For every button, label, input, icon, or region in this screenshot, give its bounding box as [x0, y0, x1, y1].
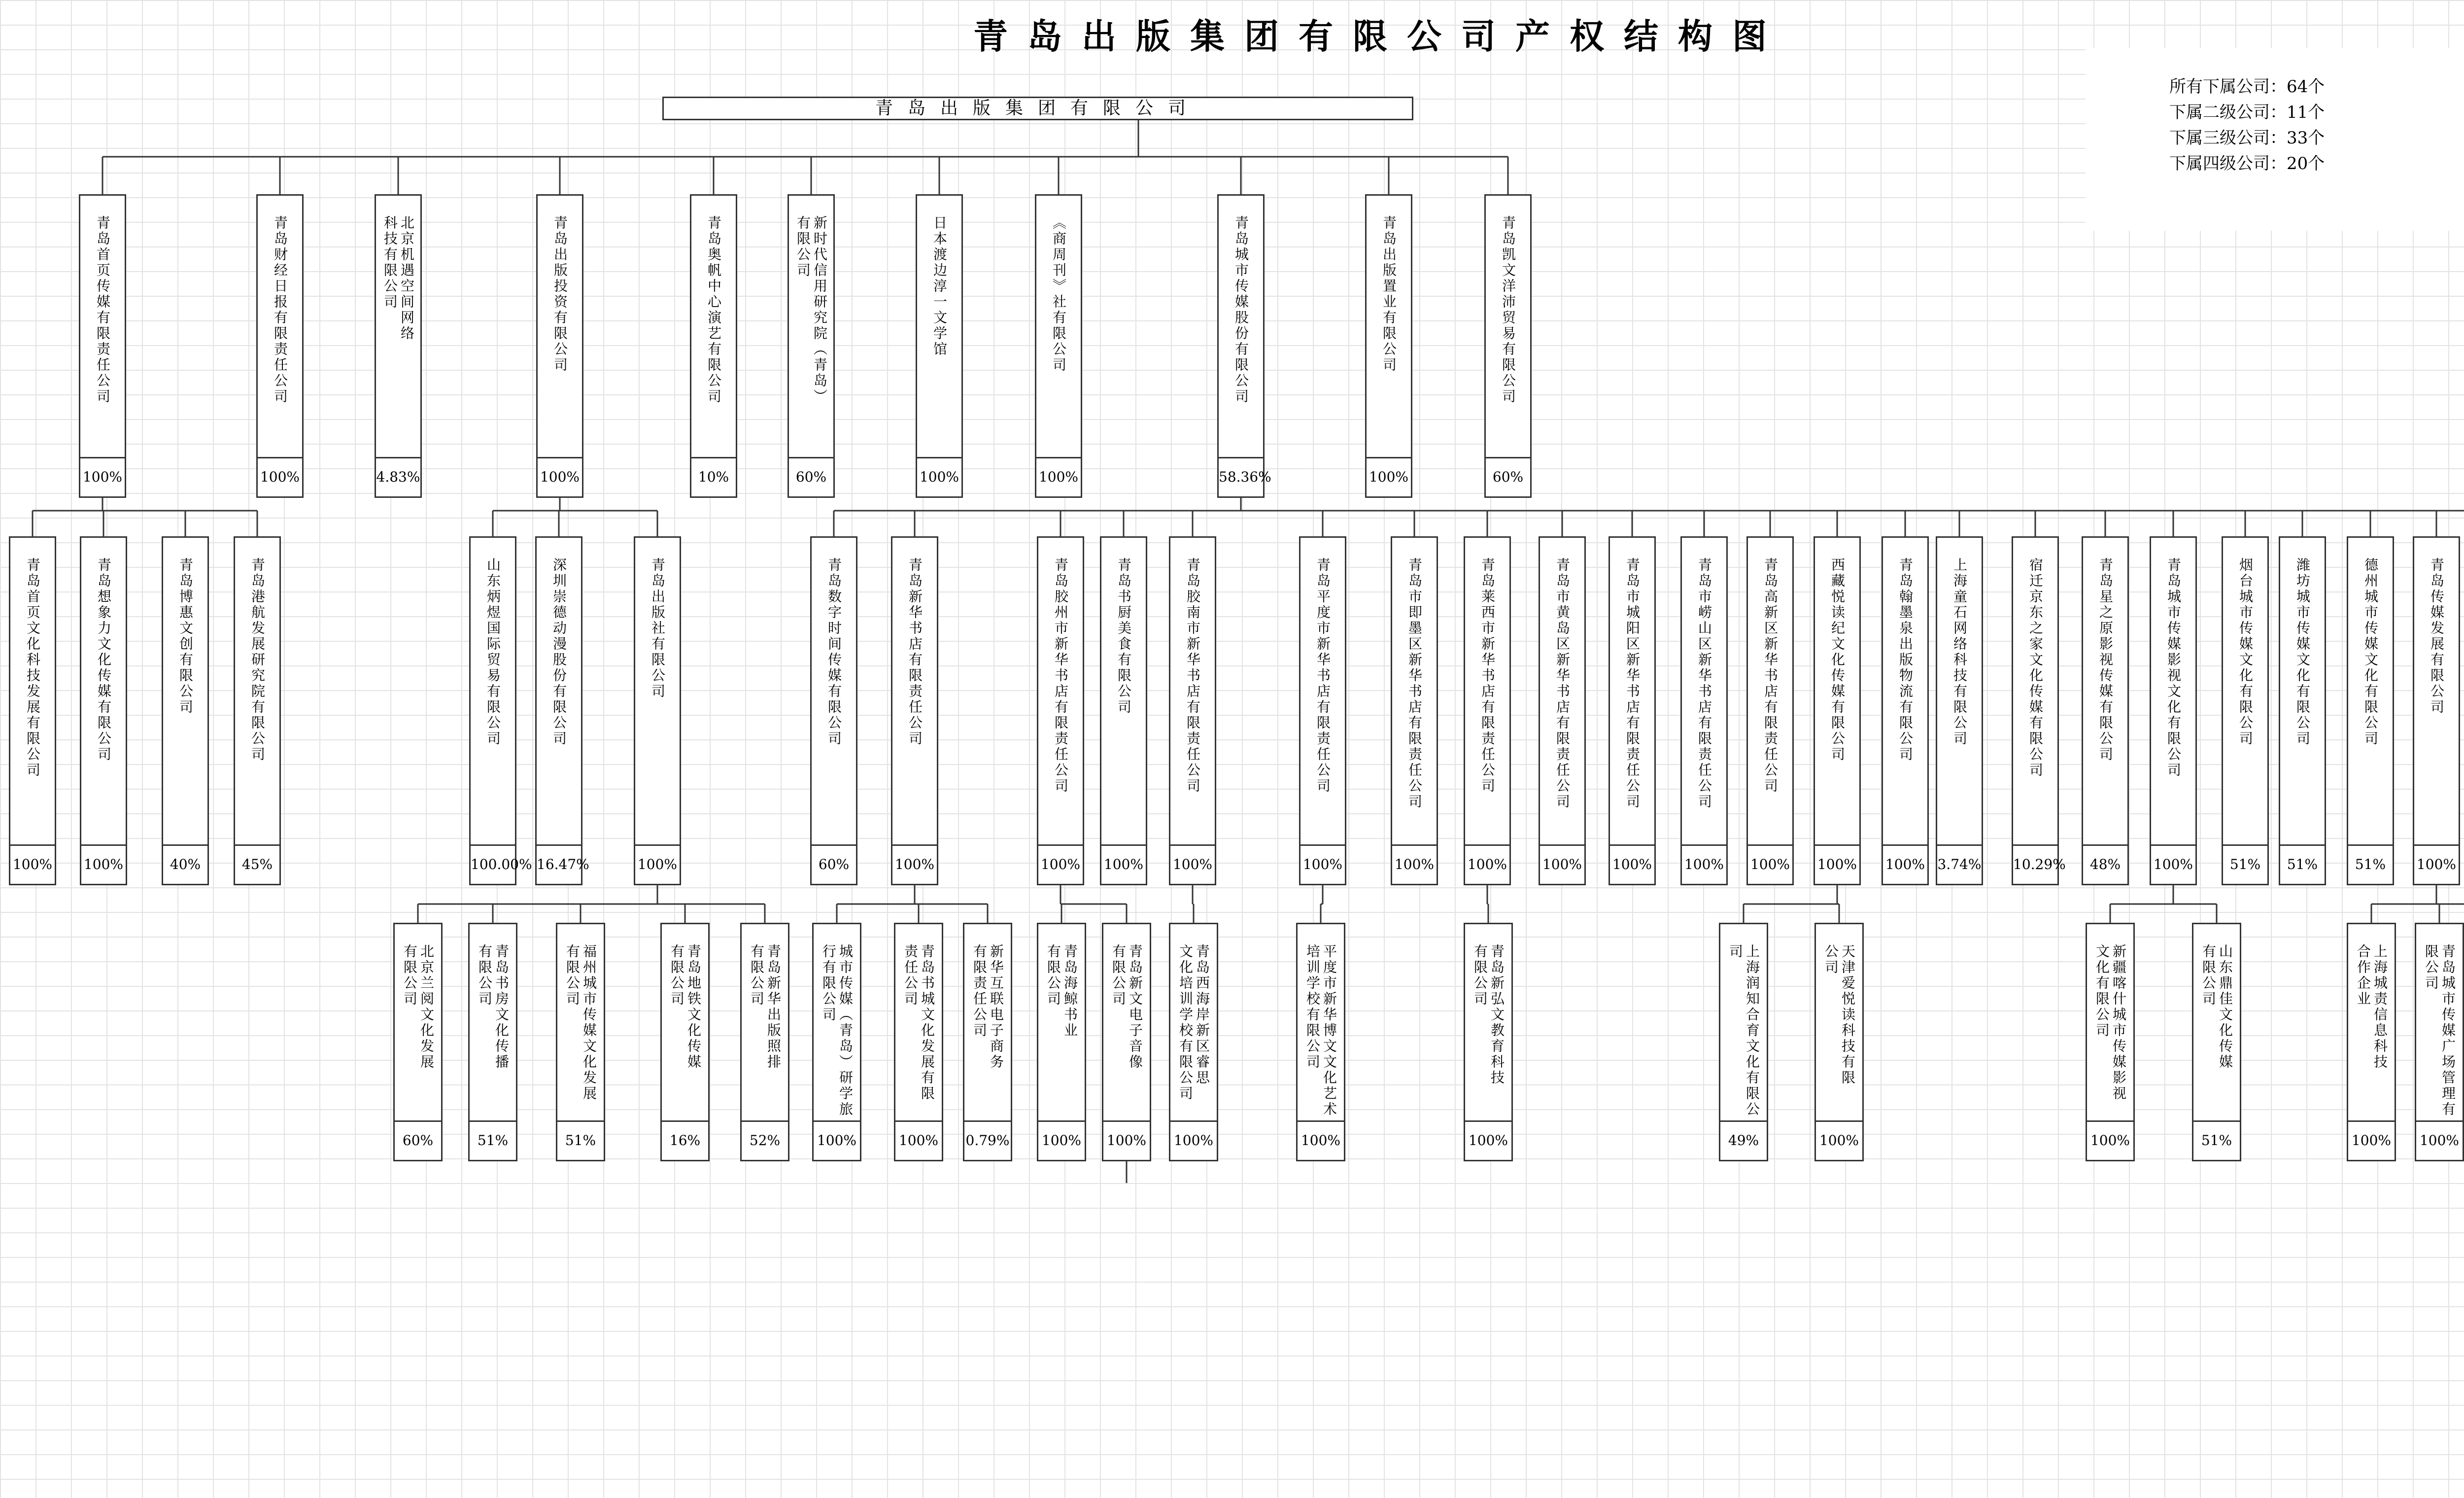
ownership-percent: 100%: [2151, 844, 2195, 884]
ownership-percent: 49%: [1720, 1120, 1767, 1160]
company-name: 天津爱悦读科技有限 公司: [1823, 944, 1856, 1086]
company-node: [1608, 536, 1656, 885]
ownership-percent: 60%: [789, 457, 833, 496]
page-title: 青岛出版集团有限公司产权结构图: [973, 16, 1786, 57]
ownership-percent: 100%: [1465, 1120, 1511, 1160]
company-box: [2415, 923, 2464, 1161]
company-node: [2150, 536, 2197, 885]
company-node: [79, 194, 126, 498]
company-name: 新华互联电子商务 有限责任公司: [971, 944, 1004, 1070]
summary-level3: 下属三级公司：33个: [2169, 128, 2325, 148]
company-name: 山东炳煜国际贸易有限公司: [485, 557, 501, 747]
company-name: 青岛书房文化传播 有限公司: [477, 944, 510, 1070]
company-box: [1169, 536, 1216, 885]
company-node: [1391, 536, 1438, 885]
company-node: [1299, 536, 1346, 885]
ownership-percent: 100%: [2416, 1120, 2463, 1160]
company-node: [2279, 536, 2326, 885]
company-name: 青岛新文电子音像 有限公司: [1110, 944, 1143, 1070]
company-node: [2192, 923, 2241, 1161]
ownership-percent: 100%: [1038, 844, 1083, 884]
ownership-percent: 100%: [1036, 457, 1081, 496]
ownership-percent: 100%: [1815, 844, 1859, 884]
ownership-percent: 51%: [2348, 844, 2393, 884]
company-name: 福州城市传媒文化发展 有限公司: [564, 944, 597, 1102]
company-name: 上海城责信息科技 合作企业: [2355, 944, 2388, 1070]
company-box: [468, 923, 517, 1161]
ownership-percent: 60%: [1486, 457, 1530, 496]
ownership-percent: 0.79%: [964, 1120, 1011, 1160]
company-name: 青岛凯文洋沛贸易有限公司: [1500, 215, 1516, 405]
company-node: [1814, 536, 1861, 885]
ownership-percent: 51%: [2223, 844, 2267, 884]
company-box: [1391, 536, 1438, 885]
company-name: 青岛首页传媒有限责任公司: [95, 215, 111, 405]
company-name: 青岛财经日报有限责任公司: [272, 215, 288, 405]
company-box: [690, 194, 737, 498]
company-node: [2082, 536, 2129, 885]
ownership-percent: 100.00%: [471, 844, 515, 884]
ownership-percent: 100%: [81, 844, 126, 884]
company-node: [393, 923, 443, 1161]
company-name: 青岛莱西市新华书店有限责任公司: [1479, 557, 1496, 794]
company-box: [1882, 536, 1929, 885]
company-box: [1719, 923, 1768, 1161]
ownership-percent: 10.29%: [2013, 844, 2057, 884]
company-name: 青岛首页文化科技发展有限公司: [25, 557, 41, 778]
company-name: 青岛想象力文化传媒有限公司: [96, 557, 112, 763]
company-name: 青岛城市传媒股份有限公司: [1233, 215, 1249, 405]
company-node: [894, 923, 943, 1161]
company-name: 青岛平度市新华书店有限责任公司: [1315, 557, 1331, 794]
company-node: [468, 923, 517, 1161]
company-node: [916, 194, 963, 498]
ownership-percent: 100%: [2087, 1120, 2133, 1160]
ownership-percent: 100%: [258, 457, 302, 496]
ownership-percent: 100%: [1682, 844, 1726, 884]
company-node: [1814, 923, 1864, 1161]
ownership-percent: 16%: [662, 1120, 708, 1160]
company-node: [2347, 536, 2394, 885]
company-box: [1936, 536, 1983, 885]
company-node: [1100, 536, 1147, 885]
ownership-percent: 100%: [1816, 1120, 1862, 1160]
company-box: [80, 536, 127, 885]
ownership-percent: 100%: [1170, 1120, 1217, 1160]
ownership-percent: 100%: [1540, 844, 1584, 884]
company-box: [1299, 536, 1346, 885]
company-node: [556, 923, 605, 1161]
company-box: [1680, 536, 1728, 885]
ownership-percent: 3.74%: [1937, 844, 1982, 884]
company-node: [234, 536, 281, 885]
company-node: [1169, 536, 1216, 885]
company-name: 青岛市即墨区新华书店有限责任公司: [1406, 557, 1423, 810]
company-box: [2150, 536, 2197, 885]
ownership-percent: 51%: [557, 1120, 604, 1160]
company-name: 上海润知合育文化有限公 司: [1727, 944, 1760, 1117]
summary-level2: 下属二级公司：11个: [2169, 103, 2325, 122]
company-box: [2086, 923, 2135, 1161]
company-node: [1882, 536, 1929, 885]
company-node: [660, 923, 710, 1161]
company-node: [9, 536, 56, 885]
company-node: [634, 536, 681, 885]
ownership-percent: 100%: [538, 457, 582, 496]
root-company-box: 青岛出版集团有限公司: [662, 97, 1413, 120]
ownership-percent: 60%: [395, 1120, 441, 1160]
company-node: [1484, 194, 1532, 498]
ownership-percent: 100%: [80, 457, 125, 496]
company-node: [1539, 536, 1586, 885]
company-name: 青岛星之原影视传媒有限公司: [2097, 557, 2114, 763]
company-box: [375, 194, 422, 498]
company-node: [2012, 536, 2066, 885]
company-name: 青岛胶州市新华书店有限责任公司: [1053, 557, 1069, 794]
company-node: [1680, 536, 1728, 885]
ownership-percent: 4.83%: [376, 457, 420, 496]
company-box: [812, 923, 861, 1161]
company-node: [1037, 536, 1084, 885]
company-node: [1746, 536, 1794, 885]
company-node: [812, 923, 861, 1161]
company-node: [1365, 194, 1412, 498]
company-box: [916, 194, 963, 498]
company-box: [1296, 923, 1345, 1161]
company-name: 青岛出版投资有限公司: [552, 215, 568, 373]
ownership-percent: 48%: [2083, 844, 2127, 884]
ownership-percent: 100%: [1300, 844, 1345, 884]
company-name: 青岛市城阳区新华书店有限责任公司: [1624, 557, 1641, 810]
ownership-percent: 100%: [635, 844, 680, 884]
company-box: [1746, 536, 1794, 885]
company-name: 烟台城市传媒文化有限公司: [2237, 557, 2254, 747]
summary-level4: 下属四级公司：20个: [2169, 154, 2325, 174]
company-box: [2012, 536, 2066, 885]
company-box: [634, 536, 681, 885]
company-node: [1037, 923, 1086, 1161]
company-name: 青岛翰墨泉出版物流有限公司: [1897, 557, 1914, 763]
company-name: 日本渡边淳一文学馆: [931, 215, 948, 357]
company-name: 宿迁京东之家文化传媒有限公司: [2027, 557, 2044, 778]
ownership-percent: 100%: [814, 1120, 860, 1160]
company-name: 青岛奥帆中心演艺有限公司: [706, 215, 722, 405]
company-box: [2279, 536, 2326, 885]
company-box: [2413, 536, 2460, 885]
company-name: 新时代信用研究院（青岛） 有限公司: [795, 215, 828, 405]
ownership-percent: 100%: [892, 844, 937, 884]
company-box: [1169, 923, 1218, 1161]
company-name: 青岛港航发展研究院有限公司: [249, 557, 266, 763]
company-box: [1037, 536, 1084, 885]
company-name: 青岛城市传媒影视文化有限公司: [2165, 557, 2182, 778]
company-node: [162, 536, 209, 885]
ownership-percent: 100%: [1038, 1120, 1085, 1160]
company-box: [2347, 923, 2396, 1161]
company-name: 山东鼎佳文化传媒 有限公司: [2200, 944, 2233, 1070]
company-name: 上海童石网络科技有限公司: [1951, 557, 1968, 747]
company-box: [1365, 194, 1412, 498]
company-box: [535, 536, 589, 885]
ownership-percent: 100%: [2414, 844, 2459, 884]
ownership-percent: 100%: [1610, 844, 1654, 884]
company-node: [536, 194, 583, 498]
ownership-percent: 100%: [2348, 1120, 2395, 1160]
company-box: [1608, 536, 1656, 885]
company-name: 西藏悦读纪文化传媒有限公司: [1829, 557, 1846, 763]
company-box: [787, 194, 835, 498]
company-name: 城市传媒（青岛）研学旅 行有限公司: [821, 944, 854, 1117]
company-box: [1035, 194, 1082, 498]
company-name: 青岛传媒发展有限公司: [2429, 557, 2445, 715]
company-box: [2192, 923, 2241, 1161]
company-box: [1037, 923, 1086, 1161]
company-node: [1464, 536, 1511, 885]
company-name: 北京机遇空间网络 科技有限公司: [382, 215, 415, 342]
company-node: [963, 923, 1012, 1161]
company-name: 青岛西海岸新区睿思 文化培训学校有限公司: [1177, 944, 1210, 1102]
company-name: 平度市新华博文文化艺术 培训学校有限公司: [1304, 944, 1337, 1117]
company-node: [690, 194, 737, 498]
company-node: [2347, 923, 2396, 1161]
company-box: [79, 194, 126, 498]
company-box: [963, 923, 1012, 1161]
company-name: 青岛书城文化发展有限 责任公司: [902, 944, 935, 1102]
company-box: [469, 536, 532, 885]
ownership-percent: 10%: [691, 457, 736, 496]
company-box: [894, 923, 943, 1161]
company-box: [162, 536, 209, 885]
company-node: [535, 536, 589, 885]
company-name: 新疆喀什城市传媒影视 文化有限公司: [2094, 944, 2127, 1102]
ownership-percent: 45%: [235, 844, 279, 884]
company-box: [2082, 536, 2129, 885]
summary-total: 所有下属公司：64个: [2169, 77, 2325, 97]
company-node: [2413, 536, 2460, 885]
ownership-percent: 100%: [917, 457, 961, 496]
company-box: [2347, 536, 2394, 885]
company-box: [1102, 923, 1151, 1161]
company-name: 青岛博惠文创有限公司: [177, 557, 194, 715]
company-name: 北京兰阅文化发展 有限公司: [402, 944, 435, 1070]
company-name: 深圳崇德动漫股份有限公司: [551, 557, 567, 747]
company-name: 青岛书厨美食有限公司: [1116, 557, 1132, 715]
company-name: 青岛城市传媒广场管理有 限公司: [2423, 944, 2456, 1117]
ownership-percent: 51%: [2193, 1120, 2240, 1160]
company-node: [2415, 923, 2464, 1161]
company-box: [234, 536, 281, 885]
company-node: [1035, 194, 1082, 498]
company-name: 青岛数字时间传媒有限公司: [826, 557, 842, 747]
ownership-percent: 100%: [1883, 844, 1927, 884]
company-name: 青岛出版社有限公司: [650, 557, 666, 699]
company-node: [469, 536, 532, 885]
company-node: [2086, 923, 2135, 1161]
company-name: 潍坊城市传媒文化有限公司: [2294, 557, 2311, 747]
company-box: [556, 923, 605, 1161]
ownership-percent: 100%: [1367, 457, 1411, 496]
company-node: [1719, 923, 1768, 1161]
company-box: [256, 194, 304, 498]
company-box: [810, 536, 857, 885]
ownership-percent: 100%: [10, 844, 55, 884]
ownership-percent: 100%: [1465, 844, 1509, 884]
ownership-percent: 58.36%: [1219, 457, 1263, 496]
ownership-percent: 100%: [1298, 1120, 1344, 1160]
company-box: [1484, 194, 1532, 498]
company-box: [1464, 923, 1513, 1161]
company-node: [1102, 923, 1151, 1161]
company-node: [891, 536, 938, 885]
company-name: 青岛出版置业有限公司: [1381, 215, 1397, 373]
company-box: [1100, 536, 1147, 885]
company-node: [1296, 923, 1345, 1161]
company-box: [1464, 536, 1511, 885]
company-name: 青岛市崂山区新华书店有限责任公司: [1696, 557, 1712, 810]
company-name: 青岛新华书店有限责任公司: [907, 557, 923, 747]
ownership-percent: 100%: [895, 1120, 942, 1160]
ownership-percent: 100%: [1103, 1120, 1150, 1160]
company-name: 青岛地铁文化传媒 有限公司: [669, 944, 702, 1070]
ownership-percent: 60%: [812, 844, 856, 884]
company-box: [9, 536, 56, 885]
ownership-percent: 51%: [2280, 844, 2325, 884]
company-node: [1936, 536, 1983, 885]
company-node: [740, 923, 789, 1161]
company-box: [1217, 194, 1271, 498]
company-box: [891, 536, 938, 885]
company-node: [787, 194, 835, 498]
company-box: [536, 194, 583, 498]
ownership-percent: 100%: [1392, 844, 1437, 884]
company-box: [393, 923, 443, 1161]
company-name: 青岛海鲸书业 有限公司: [1045, 944, 1078, 1039]
company-box: [2222, 536, 2269, 885]
company-box: [1539, 536, 1586, 885]
company-node: [256, 194, 304, 498]
company-name: 青岛胶南市新华书店有限责任公司: [1185, 557, 1201, 794]
company-node: [80, 536, 127, 885]
company-node: [810, 536, 857, 885]
ownership-percent: 100%: [1170, 844, 1215, 884]
company-box: [740, 923, 789, 1161]
company-name: 《商周刊》社有限公司: [1051, 215, 1067, 373]
ownership-percent: 100%: [1748, 844, 1792, 884]
company-name: 青岛高新区新华书店有限责任公司: [1762, 557, 1779, 794]
company-box: [1814, 536, 1861, 885]
ownership-percent: 16.47%: [537, 844, 581, 884]
company-node: [1217, 194, 1271, 498]
company-name: 青岛新弘文教育科技 有限公司: [1472, 944, 1505, 1086]
company-node: [1169, 923, 1218, 1161]
company-node: [1464, 923, 1513, 1161]
ownership-percent: 100%: [1101, 844, 1146, 884]
ownership-percent: 40%: [163, 844, 207, 884]
company-name: 青岛新华出版照排 有限公司: [749, 944, 782, 1070]
company-name: 德州城市传媒文化有限公司: [2362, 557, 2379, 747]
company-node: [2222, 536, 2269, 885]
company-box: [660, 923, 710, 1161]
ownership-percent: 52%: [742, 1120, 788, 1160]
company-box: [1814, 923, 1864, 1161]
ownership-percent: 51%: [470, 1120, 516, 1160]
company-node: [375, 194, 422, 498]
company-name: 青岛市黄岛区新华书店有限责任公司: [1554, 557, 1571, 810]
